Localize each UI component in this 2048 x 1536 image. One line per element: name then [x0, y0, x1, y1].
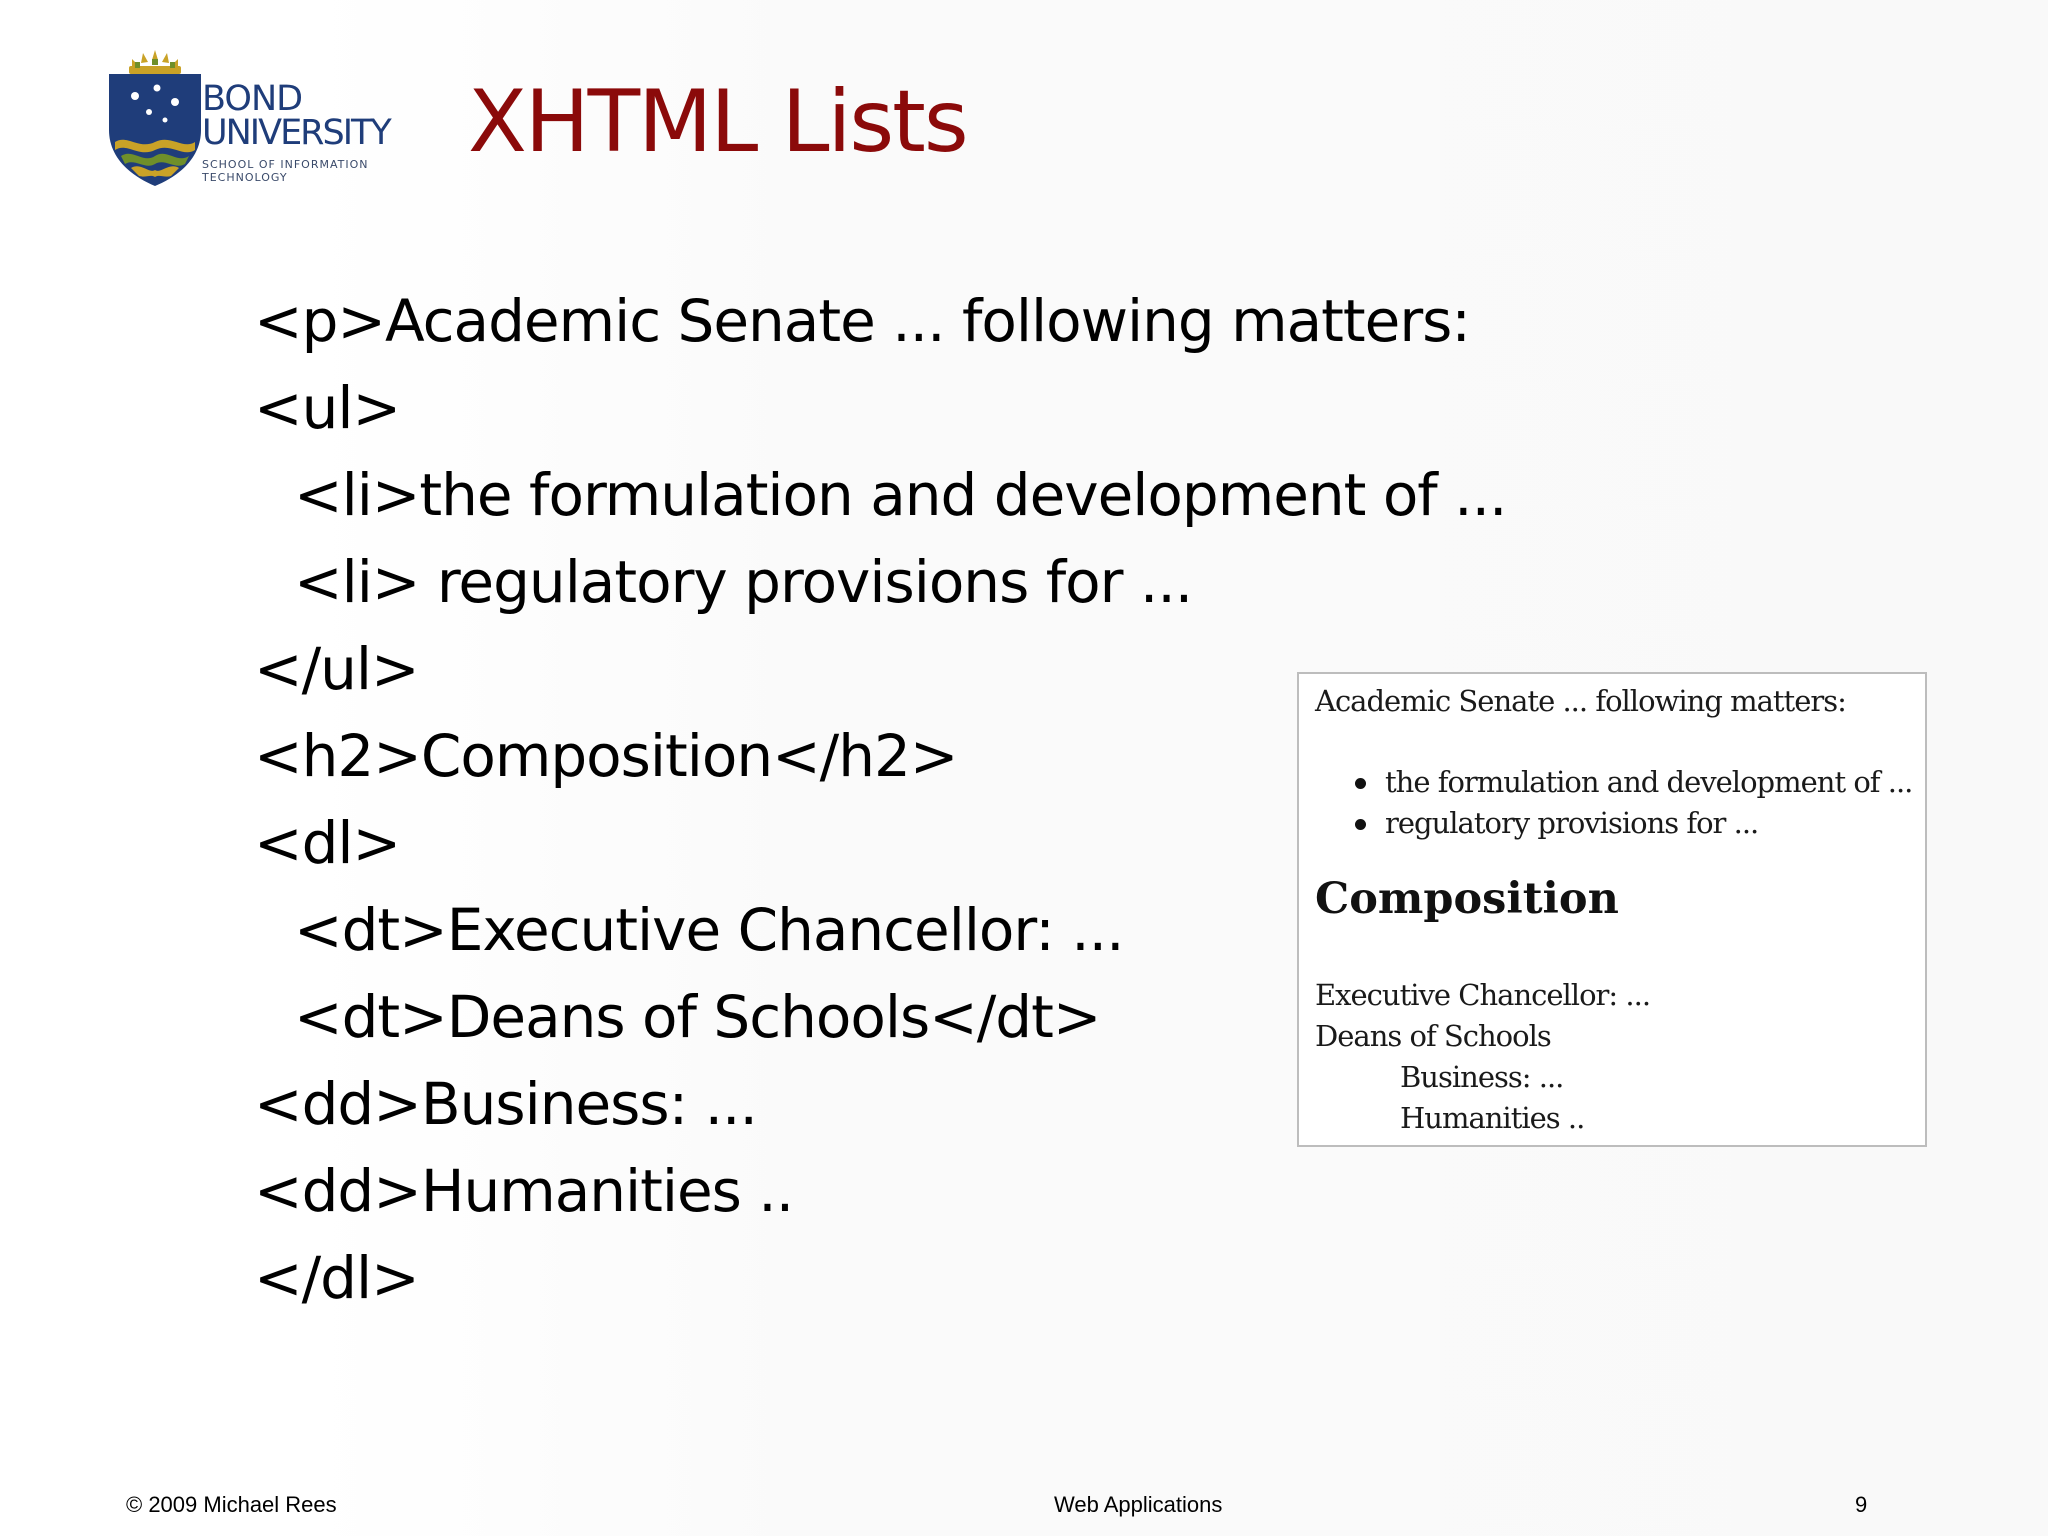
- preview-list-item: [1355, 762, 1912, 803]
- footer-course-title: Web Applications: [1054, 1492, 1223, 1517]
- bond-university-logo: [105, 50, 415, 190]
- code-line: <dl>: [254, 809, 401, 877]
- code-line: <dd>Business: ...: [254, 1070, 757, 1138]
- logo-line-bond: BOND: [202, 79, 303, 119]
- slide-title: XHTML Lists: [468, 72, 967, 172]
- code-line: <p>Academic Senate ... following matters:: [254, 287, 1470, 355]
- code-line: </ul>: [254, 635, 419, 703]
- preview-list-item-text: regulatory provisions for ...: [1385, 806, 1759, 840]
- bullet-icon: [1355, 819, 1366, 830]
- preview-definition-list: [1315, 975, 1915, 1139]
- preview-list-item: [1355, 803, 1912, 844]
- code-line: <ul>: [254, 374, 401, 442]
- code-line: </dl>: [254, 1244, 419, 1312]
- preview-paragraph: Academic Senate ... following matters:: [1315, 684, 1846, 718]
- code-line: <dt>Deans of Schools</dt>: [294, 983, 1101, 1051]
- preview-definition-term: Deans of Schools: [1315, 1019, 1551, 1053]
- bullet-icon: [1355, 778, 1366, 789]
- code-line: <li>the formulation and development of ...: [294, 461, 1507, 529]
- code-line: <li> regulatory provisions for ...: [294, 548, 1193, 616]
- footer-copyright: © 2009 Michael Rees: [126, 1492, 337, 1517]
- rendered-preview-box: [1297, 672, 1927, 1147]
- logo-subtitle: SCHOOL OF INFORMATION TECHNOLOGY: [202, 158, 369, 184]
- preview-heading: Composition: [1315, 874, 1619, 924]
- code-line: <dd>Humanities ..: [254, 1157, 794, 1225]
- code-line: <dt>Executive Chancellor: ...: [294, 896, 1124, 964]
- logo-wordmark: [202, 79, 402, 184]
- preview-definition-description: Business: ...: [1400, 1060, 1564, 1094]
- preview-definition-term: Executive Chancellor: ...: [1315, 978, 1651, 1012]
- preview-list-item-text: the formulation and development of ...: [1385, 765, 1913, 799]
- logo-line-university: UNIVERSITY: [202, 113, 390, 153]
- preview-unordered-list: [1355, 762, 1912, 844]
- preview-definition-description: Humanities ..: [1400, 1101, 1585, 1135]
- code-line: <h2>Composition</h2>: [254, 722, 958, 790]
- university-crest-icon: [105, 50, 205, 190]
- footer-page-number: 9: [1855, 1492, 1868, 1517]
